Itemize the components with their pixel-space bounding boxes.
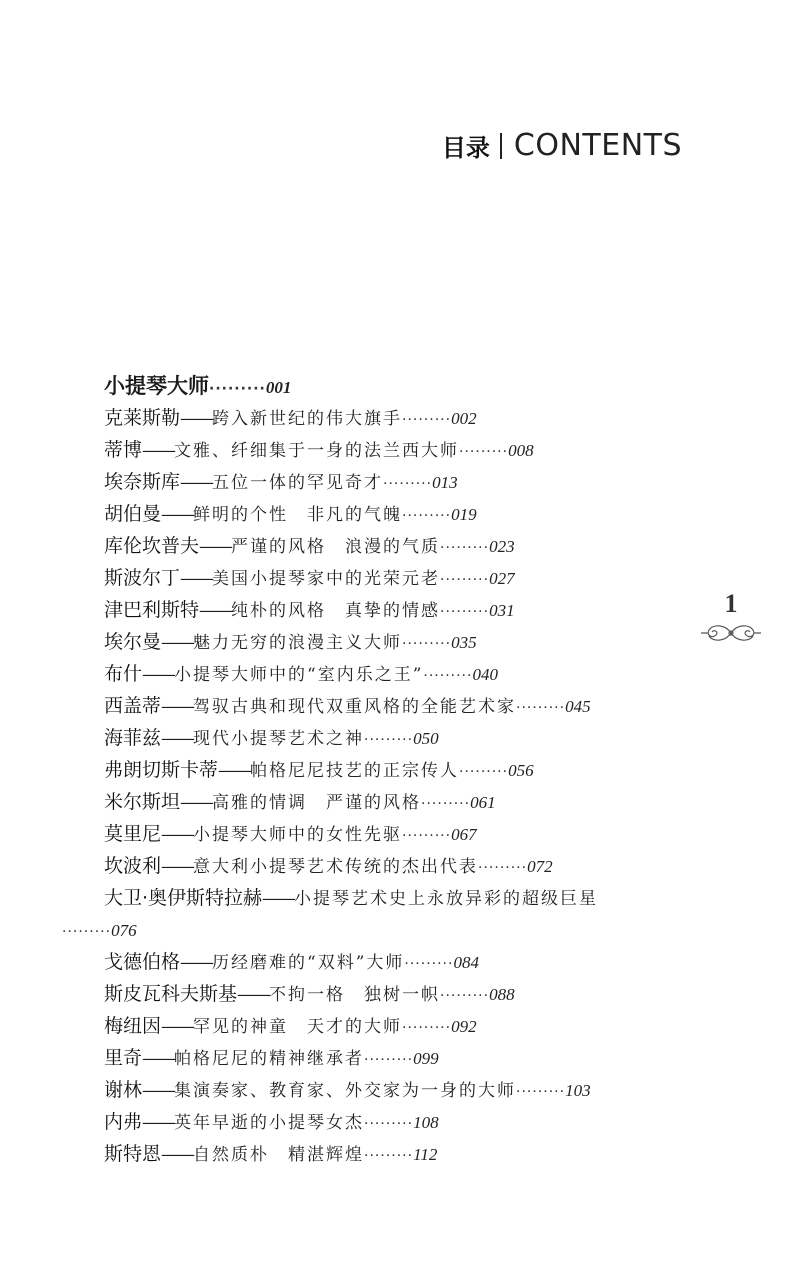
entry-description: 五位一体的罕见奇才 (212, 473, 384, 493)
entry-description: 鲜明的个性 非凡的气魄 (193, 505, 403, 525)
header-divider (500, 133, 502, 159)
toc-entry[interactable] (104, 754, 724, 786)
em-dash: —— (180, 472, 213, 493)
entry-description: 文雅、纤细集于一身的法兰西大师 (174, 441, 460, 461)
entry-name: 海菲兹 (104, 727, 162, 749)
leader-dots: ········· (440, 988, 490, 1004)
em-dash: —— (199, 600, 232, 621)
contents-title-cn: 目录 (441, 134, 490, 162)
entry-name: 弗朗切斯卡蒂 (104, 759, 219, 781)
toc-entry[interactable] (104, 562, 724, 594)
toc-entry[interactable] (104, 626, 724, 658)
entry-description: 英年早逝的小提琴女杰 (174, 1113, 365, 1133)
entry-page: 045 (565, 697, 591, 716)
entry-description: 小提琴大师中的“室内乐之王” (174, 665, 424, 685)
leader-dots: ········· (402, 1020, 452, 1036)
contents-title-en: CONTENTS (513, 128, 682, 163)
em-dash: —— (180, 408, 213, 429)
toc-entry[interactable] (104, 498, 724, 530)
entry-description: 集演奏家、教育家、外交家为一身的大师 (174, 1081, 517, 1101)
entry-description: 美国小提琴家中的光荣元老 (212, 569, 441, 589)
toc-entry[interactable] (104, 530, 724, 562)
em-dash: —— (161, 856, 194, 877)
entry-name: 西盖蒂 (104, 695, 162, 717)
leader-dots: ········· (402, 412, 452, 428)
entry-page: 108 (413, 1113, 439, 1132)
entry-page: 008 (508, 441, 534, 460)
leader-dots: ········· (364, 1052, 414, 1068)
entry-page: 040 (472, 665, 498, 684)
em-dash: —— (142, 664, 175, 685)
entry-description: 严谨的风格 浪漫的气质 (231, 537, 441, 557)
entry-page: 112 (413, 1145, 438, 1164)
entry-description: 小提琴艺术史上永放异彩的超级巨星 (294, 889, 599, 909)
toc-entries (62, 402, 724, 1170)
entry-description: 帕格尼尼的精神继承者 (174, 1049, 365, 1069)
em-dash: —— (161, 728, 194, 749)
entry-description: 小提琴大师中的女性先驱 (193, 825, 403, 845)
entry-page-line (62, 915, 724, 948)
em-dash: —— (142, 1080, 175, 1101)
leader-dots: ········· (459, 764, 509, 780)
entry-description: 高雅的情调 严谨的风格 (212, 793, 422, 813)
entry-description: 纯朴的风格 真挚的情感 (231, 601, 441, 621)
entry-page: 050 (413, 729, 439, 748)
toc-entry[interactable] (104, 722, 724, 754)
toc-entry[interactable] (104, 1042, 724, 1074)
entry-description: 历经磨难的“双料”大师 (212, 953, 405, 973)
entry-description: 自然质朴 精湛辉煌 (193, 1145, 365, 1165)
em-dash: —— (262, 888, 295, 909)
leader-dots: ········· (516, 1084, 566, 1100)
em-dash: —— (161, 1144, 194, 1165)
entry-name: 埃尔曼 (104, 631, 162, 653)
entry-name: 库伦坎普夫 (104, 535, 200, 557)
em-dash: —— (161, 824, 194, 845)
toc-entry[interactable] (62, 882, 724, 946)
entry-page: 031 (489, 601, 515, 620)
leader-dots: ········· (459, 444, 509, 460)
toc-entry[interactable] (104, 658, 724, 690)
entry-page: 035 (451, 633, 477, 652)
entry-description: 意大利小提琴艺术传统的杰出代表 (193, 857, 479, 877)
toc-entry[interactable] (104, 818, 724, 850)
leader-dots: ········· (440, 572, 490, 588)
leader-dots: ········· (440, 540, 490, 556)
leader-dots: ········· (209, 381, 266, 397)
entry-name: 莫里尼 (104, 823, 162, 845)
entry-name: 梅纽因 (104, 1015, 162, 1037)
entry-page: 013 (432, 473, 458, 492)
entry-description: 罕见的神童 天才的大师 (193, 1017, 403, 1037)
section-page: 001 (265, 378, 292, 397)
em-dash: —— (142, 1048, 175, 1069)
entry-name: 胡伯曼 (104, 503, 162, 525)
em-dash: —— (180, 568, 213, 589)
table-of-contents (62, 370, 724, 1170)
leader-dots: ········· (402, 636, 452, 652)
toc-entry[interactable] (104, 786, 724, 818)
leader-dots: ········· (440, 604, 490, 620)
leader-dots: ········· (364, 1116, 414, 1132)
em-dash: —— (161, 632, 194, 653)
em-dash: —— (161, 696, 194, 717)
toc-entry[interactable] (104, 850, 724, 882)
em-dash: —— (142, 1112, 175, 1133)
entry-page: 023 (489, 537, 515, 556)
entry-page: 088 (489, 985, 515, 1004)
toc-entry[interactable] (104, 434, 724, 466)
entry-description: 魅力无穷的浪漫主义大师 (193, 633, 403, 653)
entry-page: 072 (527, 857, 553, 876)
section-title: 小提琴大师 (104, 374, 209, 398)
entry-page: 019 (451, 505, 477, 524)
entry-page: 056 (508, 761, 534, 780)
contents-header (442, 128, 682, 163)
page-number: 1 (724, 589, 738, 618)
entry-page: 027 (489, 569, 515, 588)
toc-entry[interactable] (104, 690, 724, 722)
entry-name: 布什 (104, 663, 143, 685)
leader-dots: ········· (421, 796, 471, 812)
entry-page: 061 (470, 793, 496, 812)
entry-name: 斯皮瓦科夫斯基 (104, 983, 238, 1005)
em-dash: —— (237, 984, 270, 1005)
entry-page: 002 (451, 409, 477, 428)
entry-name: 谢林 (104, 1079, 143, 1101)
toc-entry[interactable] (104, 1074, 724, 1106)
em-dash: —— (161, 1016, 194, 1037)
em-dash: —— (218, 760, 251, 781)
leader-dots: ········· (364, 1148, 414, 1164)
em-dash: —— (180, 952, 213, 973)
entry-name: 埃奈斯库 (104, 471, 181, 493)
entry-name: 斯波尔丁 (104, 567, 181, 589)
entry-name: 里奇 (104, 1047, 143, 1069)
toc-entry[interactable] (104, 978, 724, 1010)
entry-name: 戈德伯格 (104, 951, 181, 973)
entry-page: 103 (565, 1081, 591, 1100)
leader-dots: ········· (423, 668, 473, 684)
toc-entry[interactable] (104, 402, 724, 434)
em-dash: —— (161, 504, 194, 525)
toc-entry[interactable] (104, 594, 724, 626)
em-dash: —— (199, 536, 232, 557)
entry-name: 克莱斯勒 (104, 407, 181, 429)
entry-description: 跨入新世纪的伟大旗手 (212, 409, 403, 429)
entry-name: 坎波利 (104, 855, 162, 877)
leader-dots: ········· (364, 732, 414, 748)
toc-entry[interactable] (104, 1106, 724, 1138)
section-heading[interactable] (104, 370, 724, 402)
leader-dots: ········· (404, 956, 454, 972)
entry-description: 不拘一格 独树一帜 (269, 985, 441, 1005)
leader-dots: ········· (402, 828, 452, 844)
leader-dots: ········· (478, 860, 528, 876)
leader-dots: ········· (516, 700, 566, 716)
entry-description: 驾驭古典和现代双重风格的全能艺术家 (193, 697, 517, 717)
leader-dots: ········· (402, 508, 452, 524)
toc-entry[interactable] (104, 946, 724, 978)
entry-page: 076 (111, 921, 137, 940)
ornament-icon (699, 620, 763, 646)
entry-description: 帕格尼尼技艺的正宗传人 (250, 761, 460, 781)
entry-name: 津巴利斯特 (104, 599, 200, 621)
entry-name: 大卫·奥伊斯特拉赫 (104, 887, 263, 909)
em-dash: —— (180, 792, 213, 813)
entry-page: 092 (451, 1017, 477, 1036)
em-dash: —— (142, 440, 175, 461)
entry-page: 084 (453, 953, 479, 972)
entry-name: 内弗 (104, 1111, 143, 1133)
entry-name: 斯特恩 (104, 1143, 162, 1165)
leader-dots: ········· (383, 476, 433, 492)
entry-page: 067 (451, 825, 477, 844)
entry-name: 米尔斯坦 (104, 791, 181, 813)
toc-entry[interactable] (104, 1010, 724, 1042)
leader-dots: ········· (62, 924, 112, 940)
entry-description: 现代小提琴艺术之神 (193, 729, 365, 749)
toc-entry[interactable] (104, 466, 724, 498)
entry-page: 099 (413, 1049, 439, 1068)
toc-entry[interactable] (104, 1138, 724, 1170)
entry-name: 蒂博 (104, 439, 143, 461)
folio (696, 590, 766, 646)
